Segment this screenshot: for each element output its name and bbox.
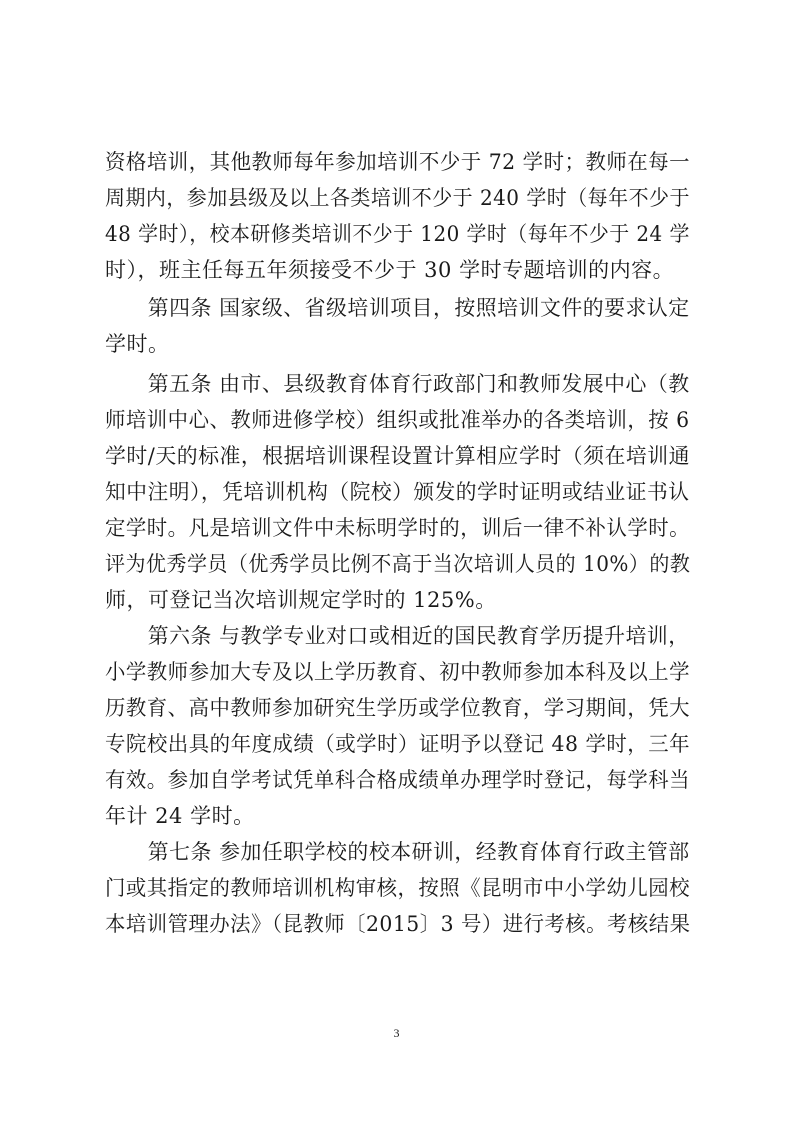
text-line: 学时。 <box>105 332 170 356</box>
text-line: 第五条 由市、县级教育体育行政部门和教师发展中心（教 <box>105 372 690 396</box>
text-line: 评为优秀学员（优秀学员比例不高于当次培训人员的 10%）的教 <box>105 552 691 576</box>
text-line: 资格培训，其他教师每年参加培训不少于 72 学时；教师在每一 <box>105 150 691 174</box>
text-line: 知中注明），凭培训机构（院校）颁发的学时证明或结业证书认 <box>105 480 690 504</box>
page-number: 3 <box>393 1026 400 1040</box>
text-line: 本培训管理办法》（昆教师〔2015〕3 号）进行考核。考核结果 <box>105 912 691 936</box>
text-line: 48 学时），校本研修类培训不少于 120 学时（每年不少于 24 学 <box>105 222 690 246</box>
text-line: 门或其指定的教师培训机构审核，按照《昆明市中小学幼儿园校 <box>105 876 691 900</box>
text-line: 第六条 与教学专业对口或相近的国民教育学历提升培训， <box>105 624 690 648</box>
text-line: 师，可登记当次培训规定学时的 125%。 <box>105 588 497 612</box>
text-line: 周期内，参加县级及以上各类培训不少于 240 学时（每年不少于 <box>105 186 690 210</box>
text-line: 师培训中心、教师进修学校）组织或批准举办的各类培训，按 6 <box>105 408 690 432</box>
text-line: 有效。参加自学考试凭单科合格成绩单办理学时登记，每学科当 <box>105 768 691 792</box>
text-line: 第四条 国家级、省级培训项目，按照培训文件的要求认定 <box>105 296 690 320</box>
text-line: 时），班主任每五年须接受不少于 30 学时专题培训的内容。 <box>105 258 675 282</box>
text-line: 第七条 参加任职学校的校本研训，经教育体育行政主管部 <box>105 840 690 864</box>
text-line: 学时/天的标准，根据培训课程设置计算相应学时（须在培训通 <box>105 444 691 468</box>
text-line: 历教育、高中教师参加研究生学历或学位教育，学习期间，凭大 <box>105 696 691 720</box>
text-line: 专院校出具的年度成绩（或学时）证明予以登记 48 学时，三年 <box>105 732 691 756</box>
text-line: 小学教师参加大专及以上学历教育、初中教师参加本科及以上学 <box>105 660 691 684</box>
text-line: 年计 24 学时。 <box>105 804 255 828</box>
text-line: 定学时。凡是培训文件中未标明学时的，训后一律不补认学时。 <box>105 516 691 540</box>
